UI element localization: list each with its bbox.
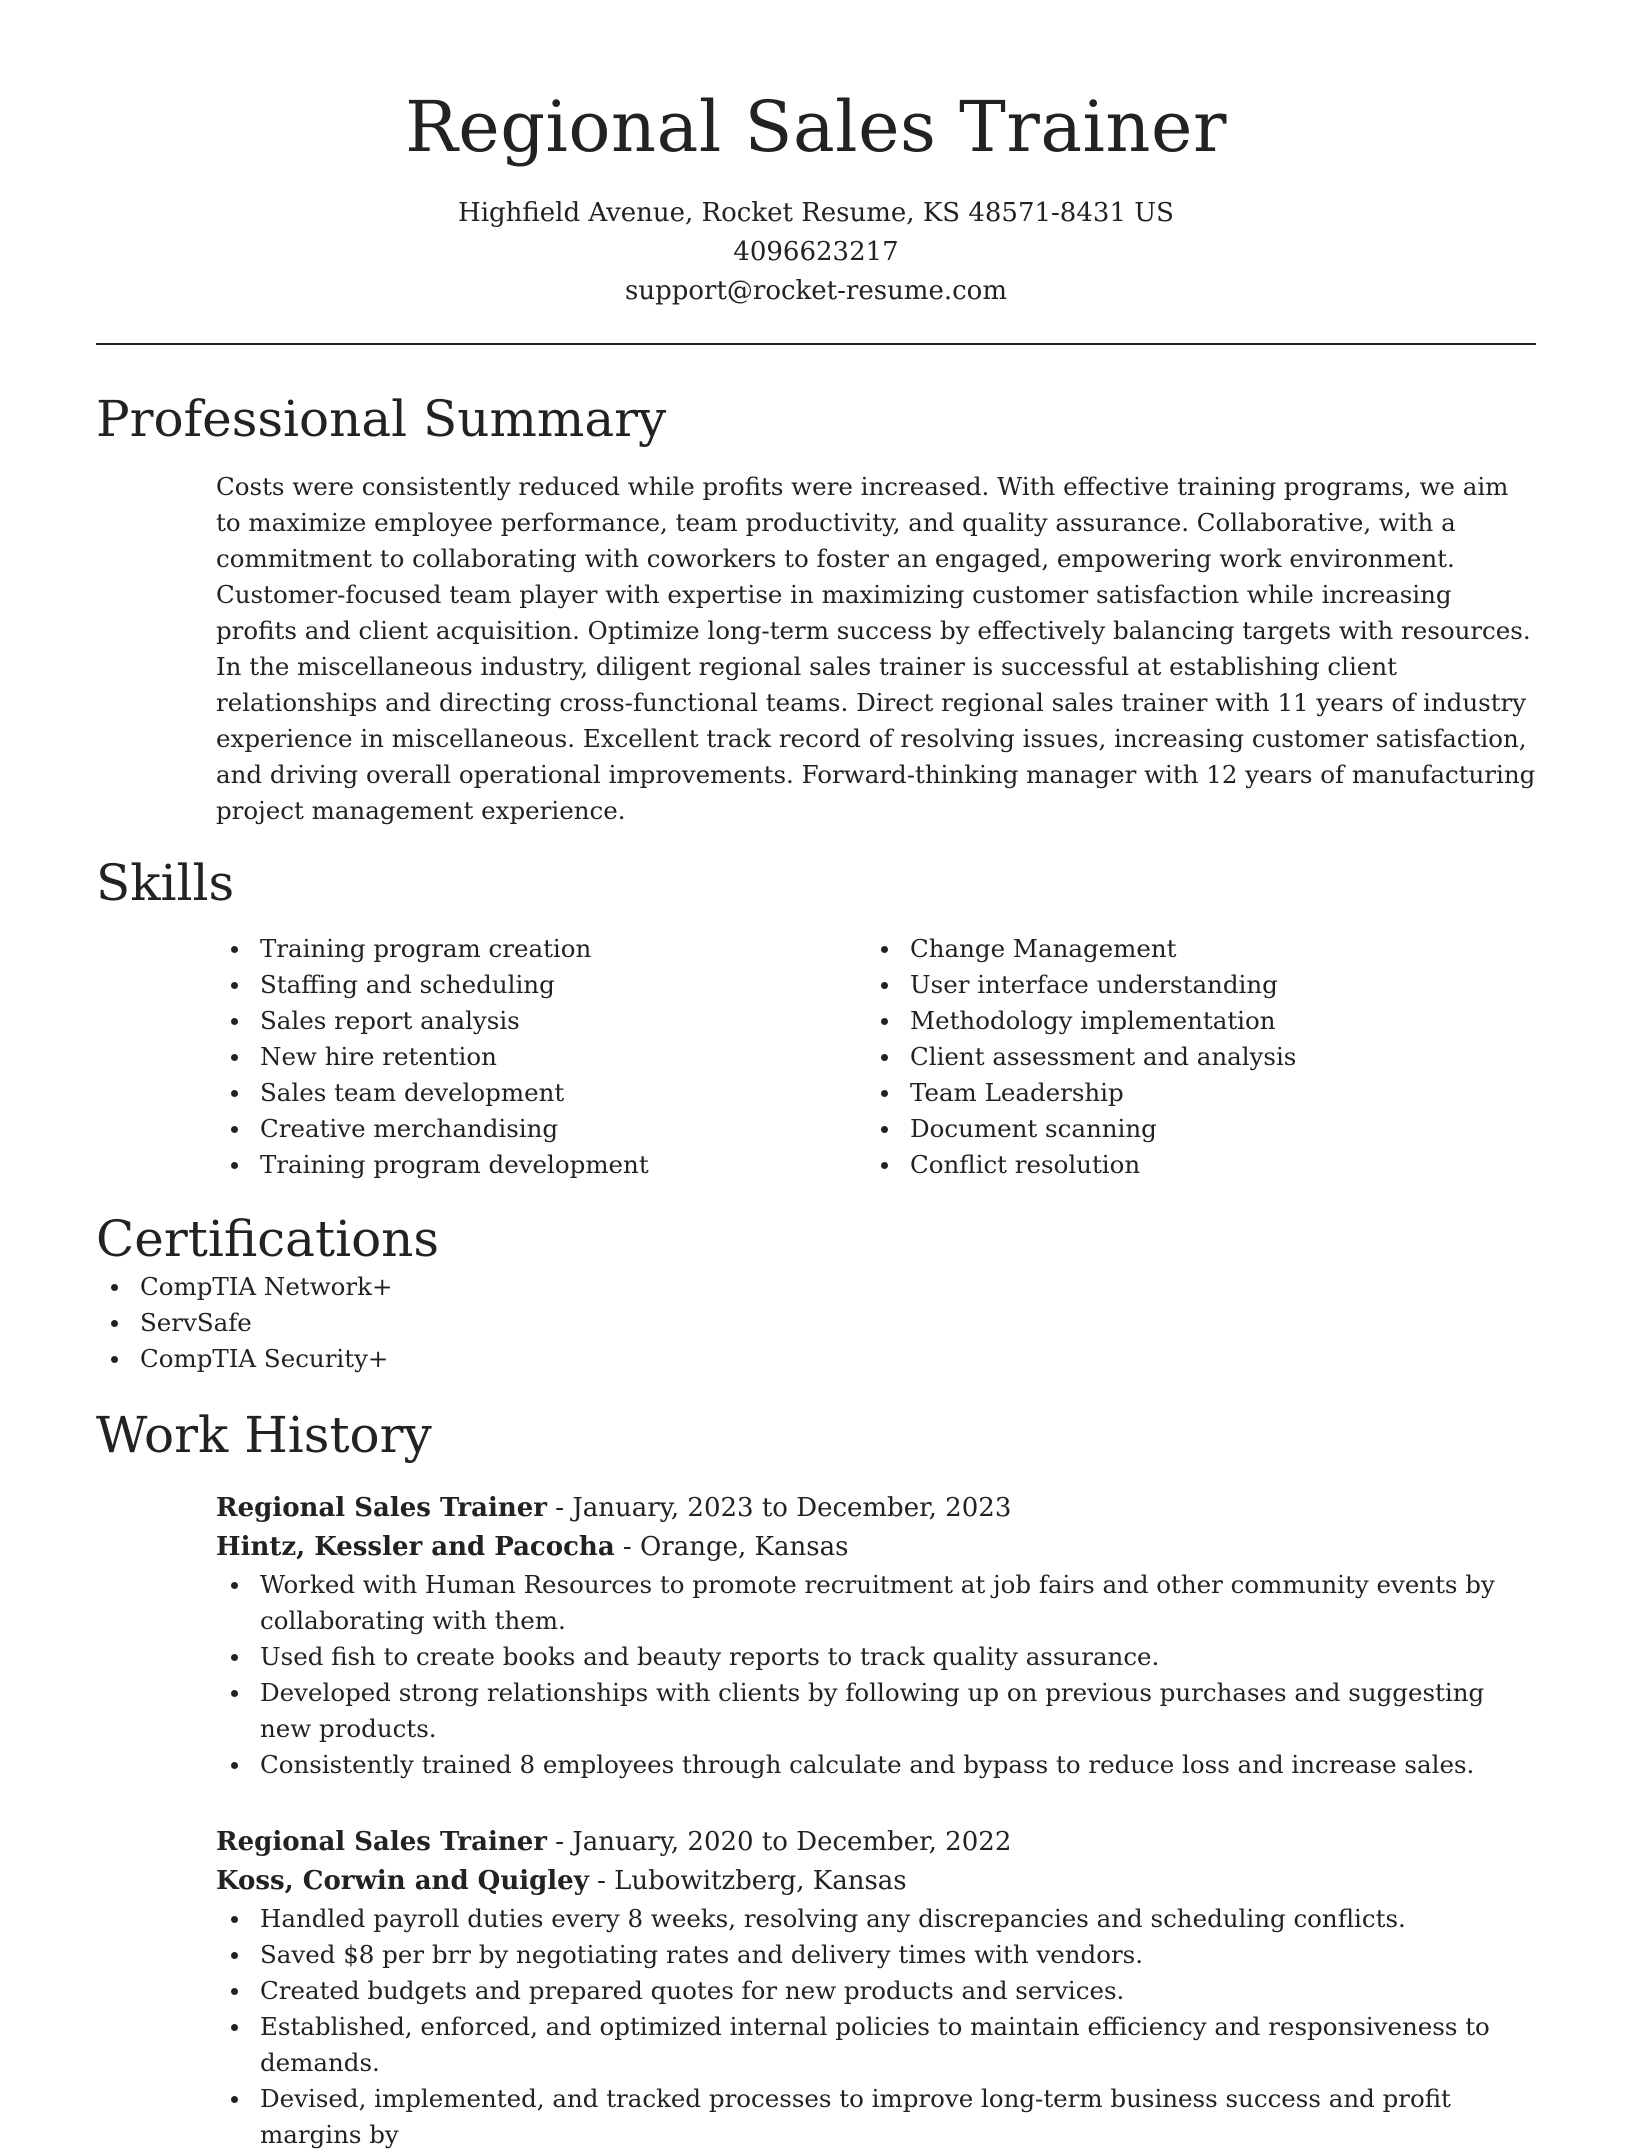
job-separator: - [546,1493,573,1523]
job-duty: Saved $8 per brr by negotiating rates and delivery times with vendors. [216,1937,1536,1973]
job-company: Koss, Corwin and Quigley [216,1866,589,1896]
skills-list-left [216,931,866,1183]
job-role: Regional Sales Trainer [216,1827,547,1857]
skills-section-title: Skills [96,854,235,912]
job-company: Hintz, Kessler and Pacocha [216,1532,615,1562]
skill-item: Conflict resolution [866,1147,1516,1183]
resume-header [96,0,1536,311]
job-entry [216,1489,1536,1783]
contact-address: Highfield Avenue, Rocket Resume, KS 48571-8431 US [458,198,1174,228]
certification-item: CompTIA Security+ [96,1341,1536,1377]
certification-item: ServSafe [96,1305,1536,1341]
skill-item: Training program development [216,1147,866,1183]
summary-text: Costs were consistently reduced while profits were increased. With effective training programs, we aim to maximize employee performance, team productivity, and quality assurance. Collaborative, with a commitment to collaborating with coworkers to foster an engaged, empowering work environment. Customer-focused team player with expertise in maximizing customer satisfaction while increasing profits and client acquisition. Optimize long-term success by effectively balancing targets with resources. In the miscellaneous industry, diligent regional sales trainer is successful at establishing client relationships and directing cross-functional teams. Direct regional sales trainer with 11 years of industry experience in miscellaneous. Excellent track record of resolving issues, increasing customer satisfaction, and driving overall operational improvements. Forward-thinking manager with 12 years of manufacturing project management experience. [216,472,1536,825]
job-separator: - [588,1866,615,1896]
contact-email: support@rocket-resume.com [624,276,1007,306]
certifications-list [96,1269,1536,1377]
job-title-line [216,1489,1536,1528]
skills-grid [216,931,1536,1183]
job-dates: January, 2023 to December, 2023 [572,1493,1012,1523]
job-duties-list [216,1901,1536,2153]
skill-item: Sales report analysis [216,1003,866,1039]
skill-item: Client assessment and analysis [866,1039,1516,1075]
skills-column-left [216,931,866,1183]
summary-section-title: Professional Summary [96,390,667,448]
contact-phone: 4096623217 [733,237,899,267]
skills-column-right [866,931,1516,1183]
certifications-section-title: Certifications [96,1210,440,1268]
job-duty: Worked with Human Resources to promote recruitment at job fairs and other community events by collaborating with them. [216,1567,1536,1639]
job-title-line [216,1823,1536,1862]
skill-item: Change Management [866,931,1516,967]
job-role: Regional Sales Trainer [216,1493,547,1523]
job-duty: Created budgets and prepared quotes for new products and services. [216,1973,1536,2009]
job-entry [216,1823,1536,2153]
job-location: Orange, Kansas [640,1532,849,1562]
job-duty: Devised, implemented, and tracked processes to improve long-term business success and profit margins by [216,2081,1536,2153]
job-separator: - [614,1532,640,1562]
job-company-line [216,1528,1536,1567]
skill-item: New hire retention [216,1039,866,1075]
skill-item: Team Leadership [866,1075,1516,1111]
job-duty: Established, enforced, and optimized internal policies to maintain efficiency and responsiveness to demands. [216,2009,1536,2081]
skill-item: Creative merchandising [216,1111,866,1147]
candidate-name: Regional Sales Trainer [405,86,1227,168]
job-location: Lubowitzberg, Kansas [614,1866,907,1896]
skill-item: User interface understanding [866,967,1516,1003]
job-company-line [216,1862,1536,1901]
certification-item: CompTIA Network+ [96,1269,1536,1305]
job-duty: Consistently trained 8 employees through calculate and bypass to reduce loss and increase sales. [216,1747,1536,1783]
job-duty: Used fish to create books and beauty reports to track quality assurance. [216,1639,1536,1675]
contact-block [96,194,1536,311]
job-duties-list [216,1567,1536,1783]
work-history-section-title: Work History [96,1406,432,1464]
skills-list-right [866,931,1516,1183]
skill-item: Sales team development [216,1075,866,1111]
job-separator: - [546,1827,573,1857]
job-duty: Developed strong relationships with clients by following up on previous purchases and suggesting new products. [216,1675,1536,1747]
resume-page [96,0,1536,2153]
header-divider [96,343,1536,345]
job-duty: Handled payroll duties every 8 weeks, resolving any discrepancies and scheduling conflicts. [216,1901,1536,1937]
skill-item: Staffing and scheduling [216,967,866,1003]
job-dates: January, 2020 to December, 2022 [572,1827,1012,1857]
skill-item: Document scanning [866,1111,1516,1147]
skill-item: Training program creation [216,931,866,967]
skill-item: Methodology implementation [866,1003,1516,1039]
